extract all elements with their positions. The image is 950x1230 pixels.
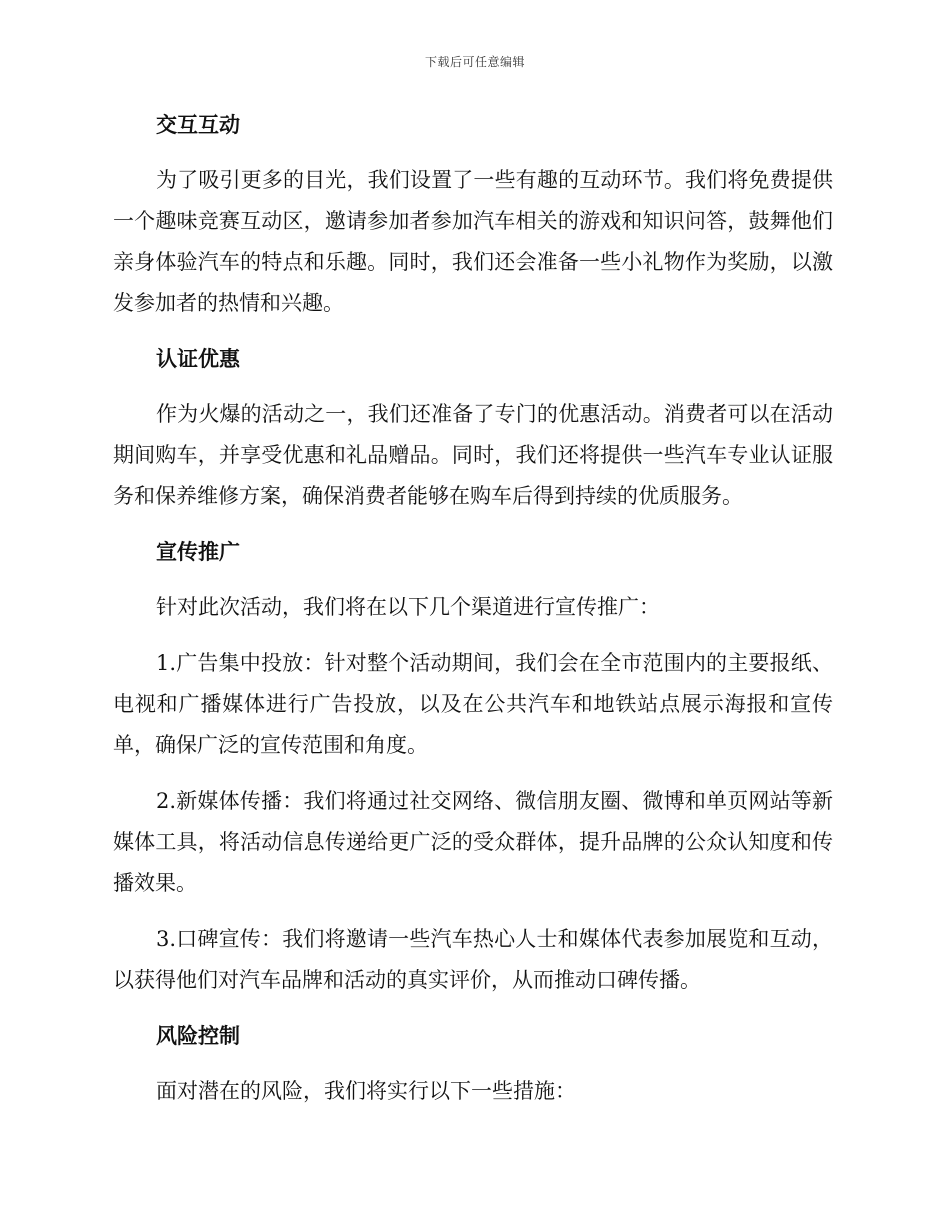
paragraph: 为了吸引更多的目光，我们设置了一些有趣的互动环节。我们将免费提供一个趣味竞赛互动区，邀请参加者参加汽车相关的游戏和知识问答，鼓舞他们亲身体验汽车的特点和乐趣。同时，我们还会准备一些小礼物作为奖励，以激发参加者的热情和兴趣。	[113, 168, 833, 315]
paragraph: 针对此次活动，我们将在以下几个渠道进行宣传推广：	[156, 595, 660, 619]
section-heading-interaction: 交互互动	[156, 112, 240, 137]
list-item-paragraph: 1.广告集中投放：针对整个活动期间，我们会在全市范围内的主要报纸、电视和广播媒体进行广告投放，以及在公共汽车和地铁站点展示海报和宣传单，确保广泛的宣传范围和角度。	[113, 651, 833, 757]
section-heading-certification-offers: 认证优惠	[156, 346, 240, 371]
section-heading-risk-control: 风险控制	[156, 1023, 240, 1048]
paragraph: 面对潜在的风险，我们将实行以下一些措施：	[156, 1079, 576, 1103]
document-body	[113, 105, 833, 1112]
section-heading-promotion: 宣传推广	[156, 539, 240, 564]
list-item-paragraph: 2.新媒体传播：我们将通过社交网络、微信朋友圈、微博和单页网站等新媒体工具，将活动信息传递给更广泛的受众群体，提升品牌的公众认知度和传播效果。	[113, 789, 833, 895]
page-header-note: 下载后可任意编辑	[424, 55, 525, 69]
paragraph: 作为火爆的活动之一，我们还准备了专门的优惠活动。消费者可以在活动期间购车，并享受优惠和礼品赠品。同时，我们还将提供一些汽车专业认证服务和保养维修方案，确保消费者能够在购车后得到持续的优质服务。	[113, 402, 833, 508]
list-item-paragraph: 3.口碑宣传：我们将邀请一些汽车热心人士和媒体代表参加展览和互动，以获得他们对汽车品牌和活动的真实评价，从而推动口碑传播。	[113, 927, 833, 992]
